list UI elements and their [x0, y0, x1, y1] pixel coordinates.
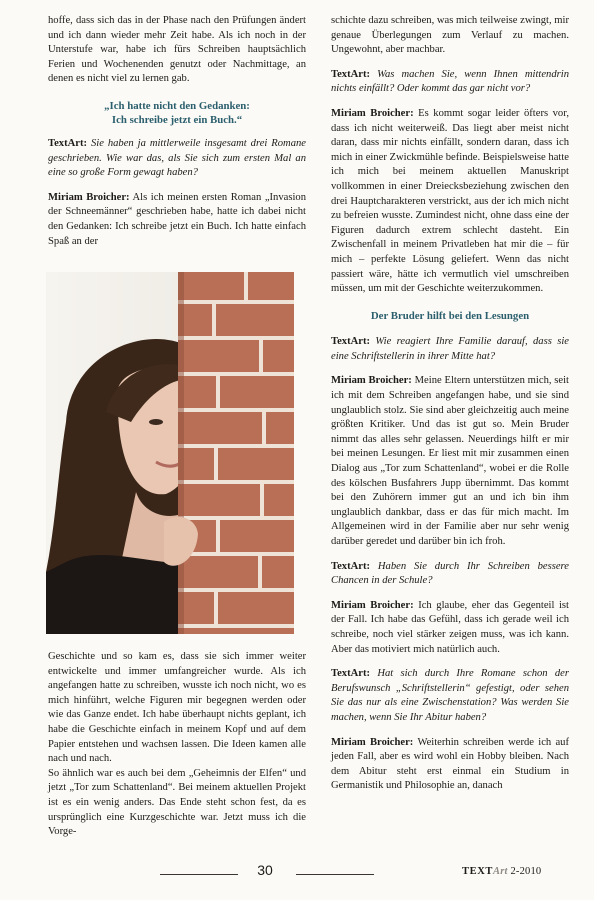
pull-quote	[48, 99, 306, 127]
footer-rule-right	[296, 874, 374, 875]
answer-speaker: Miriam Broicher:	[331, 736, 414, 748]
page-number: 30	[257, 862, 273, 878]
author-photo-illustration	[46, 272, 294, 634]
right-column	[331, 14, 569, 794]
answer-1-continued-2: So ähnlich war es auch bei dem „Geheimnis der Elfen“ und jetzt „Tor zum Schattenland“. Bei meinem aktuellen Projekt ist es ein wenig anders. Das Ende steht schon fest, da es ursprünglich eine Kurzgeschichte war. Jetzt muss ich die Vorge-	[48, 767, 306, 838]
question-text: Hat sich durch Ihre Romane schon der Berufswunsch „Schriftstellerin“ gefestigt, oder sehen Sie das nur als eine Zwischenstation? Was werden Sie machen, wenn Sie Ihr Abitur haben?	[331, 668, 569, 723]
question-text: Haben Sie durch Ihr Schreiben bessere Chancen in der Schule?	[331, 560, 569, 587]
magazine-brand: TEXT	[462, 866, 493, 877]
answer-speaker: Miriam Broicher:	[48, 191, 130, 203]
question-4	[331, 560, 569, 589]
question-speaker: TextArt:	[331, 68, 371, 80]
question-text: Sie haben ja mittlerweile insgesamt drei Romane geschrieben. Wie war das, als Sie sich zum ersten Mal an eine so große Form gewagt haben?	[48, 137, 306, 179]
question-text: Was machen Sie, wenn Ihnen mittendrin nichts einfällt? Oder kommt das gar nicht vor?	[331, 68, 569, 95]
answer-text: Meine Eltern unterstützen mich, seit ich mit dem Schreiben angefangen habe, und sie sind unglaublich stolz. Sie sind aber gleichzeitig auch meine größten Kritiker. Und das ist gut so. Mein Bruder nimmt das alles sehr gelassen. Neuerdings hilft er mir bei meinen Lesungen. Er liest mit mir zusammen einen Dialog aus „Tor zum Schattenland“, wobei er die Rolle des kölschen Busfahrers Jupp übernimmt. Das kommt bei den Zuhörern immer gut an und ich bin ihm unglaublich dankbar, dass er das für mich macht. Im Allgemeinen wird in der Familie aber nur sehr wenig darüber geredet und darüber bin ich froh.	[331, 375, 570, 547]
magazine-brand-art: Art	[493, 866, 508, 877]
question-speaker: TextArt:	[331, 560, 371, 572]
answer-speaker: Miriam Broicher:	[331, 599, 414, 611]
brick-wall	[178, 272, 294, 634]
question-5	[331, 667, 569, 725]
question-speaker: TextArt:	[48, 137, 88, 149]
issue-label: 2-2010	[510, 866, 542, 877]
question-1	[48, 137, 306, 181]
answer-3	[331, 374, 569, 549]
footer-rule-left	[160, 874, 238, 875]
answer-5	[331, 736, 569, 794]
section-heading: Der Bruder hilft bei den Lesungen	[370, 309, 530, 322]
question-text: Wie reagiert Ihre Familie darauf, dass sie eine Schriftstellerin in ihrer Mitte hat?	[331, 336, 569, 362]
answer-1	[48, 191, 306, 249]
question-2	[331, 68, 569, 97]
left-column	[48, 14, 306, 249]
question-speaker: TextArt:	[331, 336, 371, 348]
answer-speaker: Miriam Broicher:	[331, 107, 414, 119]
answer-text: Als ich meinen ersten Roman „Invasion der Schneemänner“ geschrieben habe, hatte ich dabei nicht den Gedanken: Ich schreibe jetzt ein Buch. Ich hatte einfach Spaß an der	[48, 191, 306, 247]
answer-1-continued: Geschichte und so kam es, dass sie sich immer weiter entwickelte und immer umfangreicher wurde. Als ich angefangen hatte zu schreiben, wusste ich noch nicht, wo es mich hinführt, welche Figuren mir begegnen werden oder wie das Ganze endet. Ich habe überhaupt nichts geplant, ich habe die Geschichte einfach in meinem Kopf und auf dem Papier entstehen und wachsen lassen. Die Ideen kamen alle nach und nach.	[48, 651, 306, 765]
answer-text: Ich glaube, eher das Gegenteil ist der Fall. Ich habe das Gefühl, dass ich gerade weil ich schreibe, noch viel stärker zeigen muss, was ich kann. Aber das motiviert mich natürlich auch.	[331, 599, 569, 655]
intro-paragraph: hoffe, dass sich das in der Phase nach den Prüfungen ändert und ich dann wieder mehr Zeit habe. Als ich noch in der Unterstufe war, habe ich fürs Schreiben hauptsächlich Ferien und Wochenenden genutzt oder Nachmittage, an denen es nicht viel zu lernen gab.	[48, 15, 306, 85]
answer-4	[331, 599, 569, 657]
answer-speaker: Miriam Broicher:	[331, 375, 412, 387]
right-intro-paragraph: schichte dazu schreiben, was mich teilweise zwingt, mir genaue Überlegungen zum Verlauf zu machen. Ungewohnt, aber machbar.	[331, 15, 569, 56]
question-speaker: TextArt:	[331, 668, 371, 680]
question-3	[331, 335, 569, 364]
left-column-continued	[48, 650, 306, 840]
pull-quote-line-1: „Ich hatte nicht den Gedanken:	[104, 99, 250, 112]
pull-quote-line-2: Ich schreibe jetzt ein Buch.“	[111, 113, 243, 126]
answer-text: Es kommt sogar leider öfters vor, dass ich nicht weiterweiß. Das liegt aber meist nicht daran, dass mir nichts einfällt, sondern daran, dass ich mich in einer Zwickmühle befinde. Beispielsweise hatte ich mich bei meinem aktuellen Manuskript vollkommen in einer Dreiecksbeziehung zwischen den drei Hauptcharakteren verstrickt, aus der ich mich nicht zu befreien wusste. Zumindest nicht, ohne dass eine der Figuren dadurch extrem schlecht dasteht. Ein Zwischenfall in meinem Privatleben hat mir die – für mich – perfekte Lösung geliefert. Wenn das nicht passiert wäre, hätte ich vermutlich viel umschreiben müssen, um mit der Geschichte weiterzukommen.	[331, 107, 569, 295]
answer-2	[331, 107, 569, 297]
author-photo	[46, 272, 294, 634]
answer-text: Weiterhin schreiben werde ich auf jeden Fall, aber es wird wohl ein Hobby bleiben. Nach dem Abitur steht erst einmal ein Studium in Germanistik und Philosophie an, danach	[331, 736, 569, 792]
magazine-footer	[462, 866, 541, 877]
